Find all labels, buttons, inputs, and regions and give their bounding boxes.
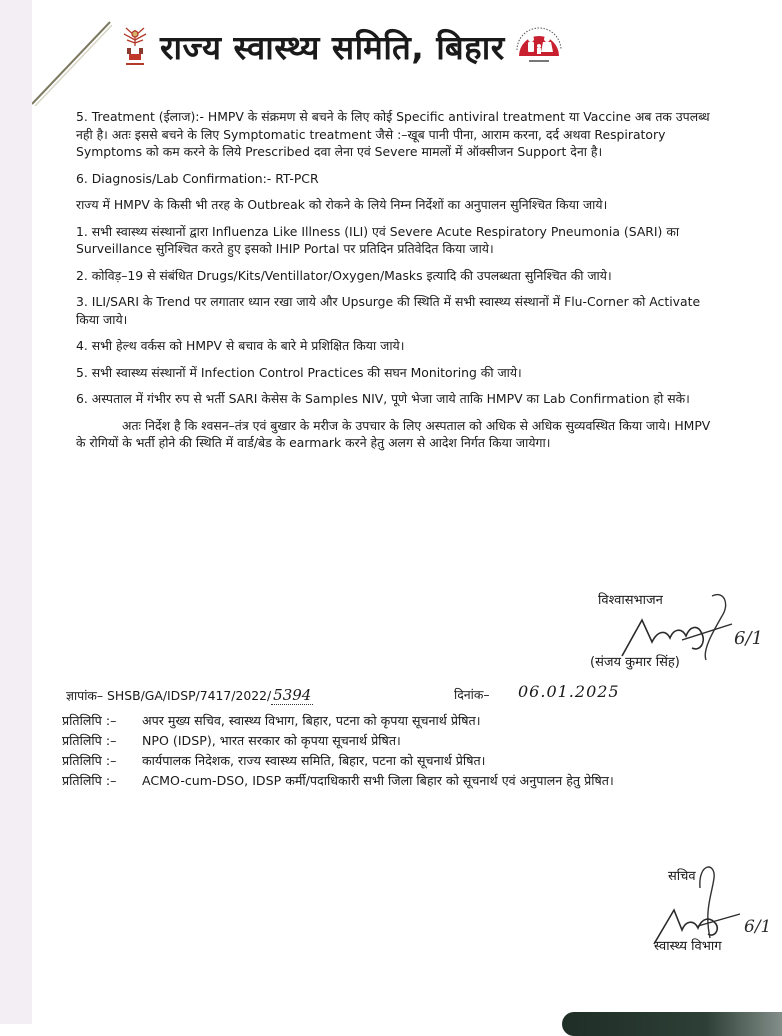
letterhead: [118, 22, 678, 70]
directive-item: 3. ILI/SARI के Trend पर लगातार ध्यान रखा जाये और Upsurge की स्थिति में सभी स्वास्थ्य संस्थानों में Flu-Corner को Activate किया जाये।: [76, 294, 701, 327]
copy-to-list: [62, 712, 742, 792]
signatory-department: स्वास्थ्य विभाग: [654, 939, 722, 954]
directive-item: 5. सभी स्वास्थ्य संस्थानों में Infection Control Practices की सघन Monitoring की जाये।: [76, 364, 522, 380]
signature-block-2: [640, 858, 782, 958]
date-label: दिनांक–: [454, 687, 490, 702]
salutation: विश्वासभाजन: [598, 593, 663, 608]
date-value: 06.01.2025: [518, 682, 620, 701]
svg-text:6/1: 6/1: [734, 628, 763, 649]
folded-corner: [32, 20, 112, 106]
copy-prefix: प्रतिलिपि :–: [62, 773, 117, 788]
signature-block-1: [582, 590, 782, 674]
handwritten-signature: [640, 858, 782, 958]
national-health-mission-logo-icon: [515, 26, 563, 66]
memo-number-value: 5394: [273, 686, 312, 704]
directives-intro: राज्य में HMPV के किसी भी तरह के Outbreak को रोकने के लिये निम्न निर्देशों का अनुपालन सुनिश्चित किया जाये।: [76, 197, 608, 212]
directive-item: 1. सभी स्वास्थ्य संस्थानों द्वारा Influenza Like Illness (ILI) एवं Severe Acute Respiratory Pneumonia (SARI) का Surveillance सुनिश्चित करते हुए इसको IHIP Portal पर प्रतिदिन प्रतिवेदित किया जाये।: [76, 223, 680, 256]
copy-prefix: प्रतिलिपि :–: [62, 713, 117, 728]
signatory-title: सचिव: [668, 869, 696, 884]
handwritten-signature: [582, 590, 782, 674]
svg-text:6/1: 6/1: [744, 917, 772, 937]
left-margin-strip: [0, 0, 32, 1024]
memo-number: [66, 686, 313, 704]
overlay-toolbar-pill[interactable]: [562, 1012, 782, 1036]
directive-item: 6. अस्पताल में गंभीर रुप से भर्ती SARI केसेस के Samples NIV, पूणे भेजा जाये ताकि HMPV का Lab Confirmation हो सके।: [76, 391, 690, 406]
copy-item: [62, 712, 742, 730]
copy-recipient: NPO (IDSP), भारत सरकार को कृपया सूचनार्थ प्रेषित।: [142, 733, 401, 748]
copy-item: [62, 732, 742, 750]
copy-item: [62, 752, 742, 770]
copy-prefix: प्रतिलिपि :–: [62, 753, 117, 768]
copy-recipient: अपर मुख्य सचिव, स्वास्थ्य विभाग, बिहार, पटना को कृपया सूचनार्थ प्रेषित।: [142, 713, 481, 728]
copy-recipient: ACMO-cum-DSO, IDSP कर्मी/पदाधिकारी सभी जिला बिहार को सूचनार्थ एवं अनुपालन हेतु प्रेषित।: [142, 773, 614, 788]
memo-number-label: ज्ञापांक– SHSB/GA/IDSP/7417/2022/: [66, 688, 272, 703]
section-treatment: 5. Treatment (ईलाज):- HMPV के संक्रमण से बचने के लिए कोई Specific antiviral treatment या Vaccine अब तक उपलब्ध नही है। अतः इससे बचने के लिए Symptomatic treatment जैसे :–खूब पानी पीना, आराम करना, दर्द अथवा Respiratory Symptoms को कम करने के लिये Prescribed दवा लेना एवं Severe मामलों में ऑक्सीजन Support देना है।: [76, 109, 710, 159]
organization-title: राज्य स्वास्थ्य समिति, बिहार: [160, 27, 505, 67]
letter-body: [76, 108, 716, 461]
copy-item: [62, 772, 742, 790]
bihar-govt-emblem-icon: [118, 24, 152, 68]
closing-paragraph: अतः निर्देश है कि श्वसन–तंत्र एवं बुखार के मरीज के उपचार के लिए अस्पताल को अधिक से अधिक सुव्यवस्थित किया जाये। HMPV के रोगियों के भर्ती होने की स्थिति में वार्ड/बेड के earmark करने हेतु अलग से आदेश निर्गत किया जायेगा।: [76, 417, 711, 450]
copy-recipient: कार्यपालक निदेशक, राज्य स्वास्थ्य समिति, बिहार, पटना को सूचनार्थ प्रेषित।: [142, 753, 486, 768]
signatory-name: (संजय कुमार सिंह): [590, 655, 680, 670]
reference-line: [66, 684, 716, 706]
copy-prefix: प्रतिलिपि :–: [62, 733, 117, 748]
directive-item: 4. सभी हेल्थ वर्कस को HMPV से बचाव के बारे मे प्रशिक्षित किया जाये।: [76, 338, 405, 353]
section-diagnosis: 6. Diagnosis/Lab Confirmation:- RT-PCR: [76, 170, 319, 186]
directive-item: 2. कोविड़–19 से संबंधित Drugs/Kits/Ventillator/Oxygen/Masks इत्यादि की उपलब्धता सुनिश्चित की जाये।: [76, 267, 612, 283]
